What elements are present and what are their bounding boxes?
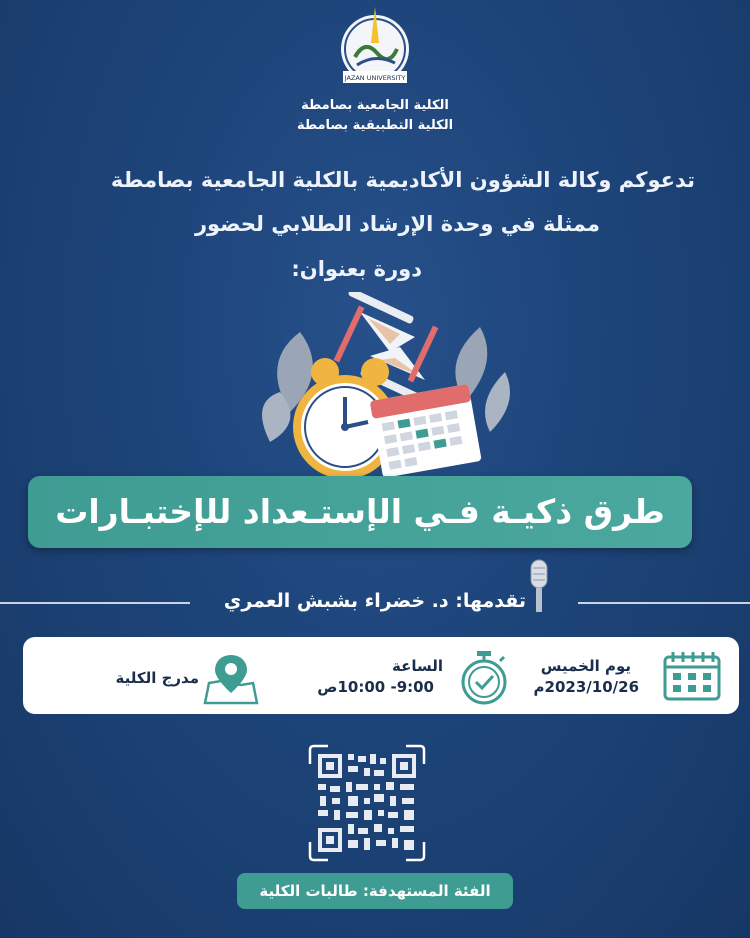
invitation-line-2: ممثلة في وحدة الإرشاد الطلابي لحضور: [194, 212, 600, 236]
university-logo: [325, 5, 425, 93]
time-value: 9:00- 10:00ص: [317, 678, 434, 696]
location-pin-icon: [201, 651, 261, 705]
stopwatch-icon: [458, 649, 510, 705]
college-name-1: الكلية الجامعية بصامطة: [301, 98, 449, 113]
qr-code[interactable]: [308, 744, 426, 862]
calendar-icon: [663, 651, 721, 701]
date-value: 2023/10/26م: [533, 678, 639, 696]
event-details-card: [23, 637, 739, 714]
course-title: طرق ذكيـة فـي الإستـعداد للإختبـارات: [55, 492, 665, 531]
logo-text: JAZAN UNIVERSITY: [344, 74, 406, 82]
date-day: يوم الخميس: [540, 657, 631, 675]
college-name-2: الكلية التطبيقية بصامطة: [296, 118, 454, 133]
invitation-line-3: دورة بعنوان:: [291, 257, 422, 281]
invitation-line-1: تدعوكم وكالة الشؤون الأكاديمية بالكلية الجامعية بصامطة: [110, 168, 695, 192]
study-illustration: [250, 292, 520, 482]
location: مدرج الكلية: [115, 669, 199, 687]
presenter-name: تقدمها: د. خضراء بشبش العمري: [223, 590, 527, 612]
target-audience: الفئة المستهدفة: طالبات الكلية: [237, 873, 513, 909]
time-label: الساعة: [391, 657, 443, 675]
